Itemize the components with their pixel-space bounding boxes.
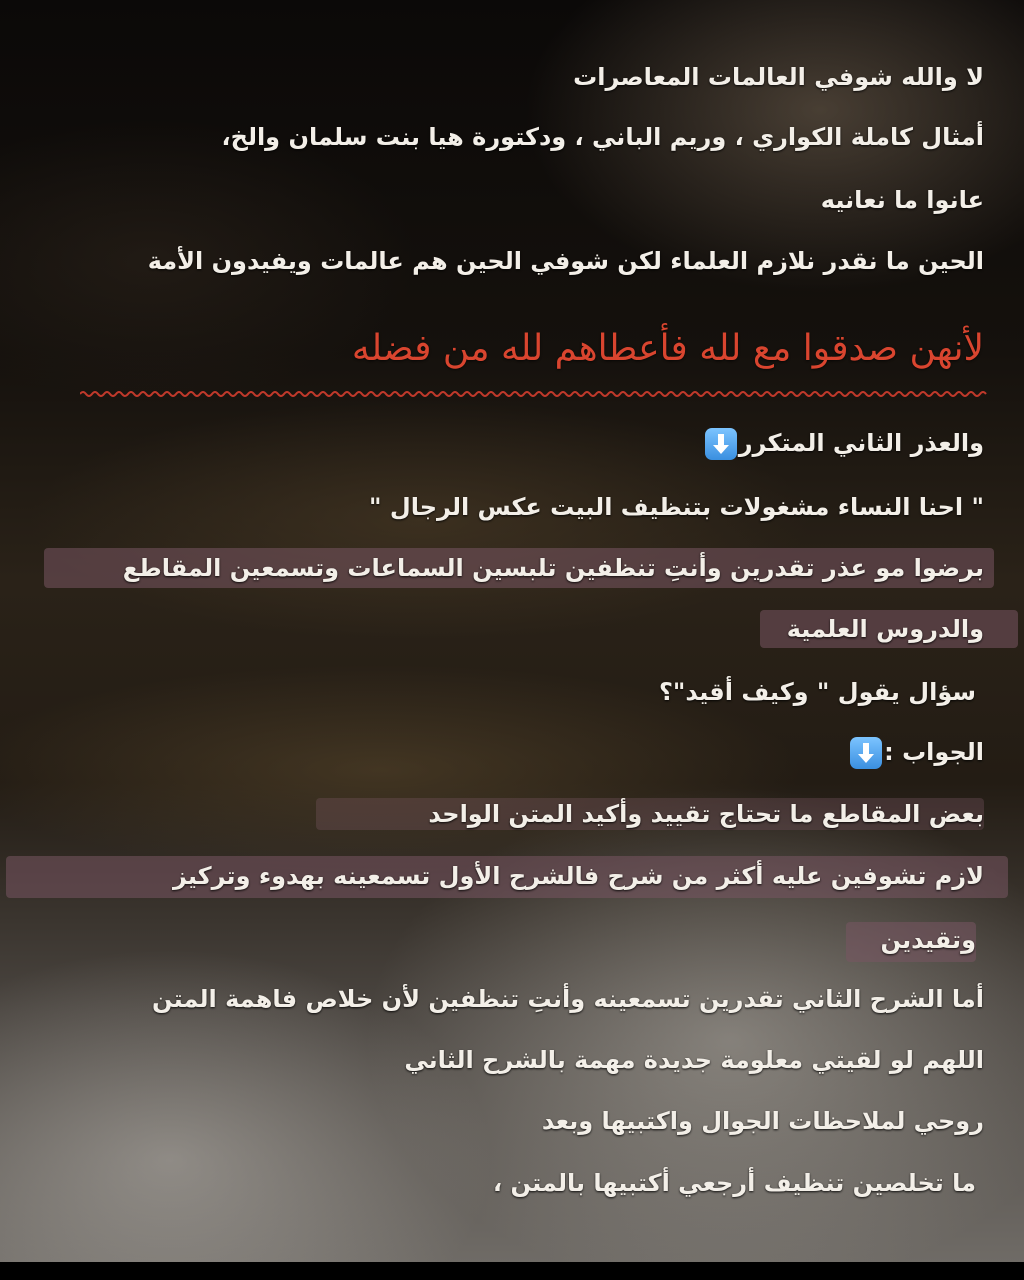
- text-line: لازم تشوفين عليه أكثر من شرح فالشرح الأول تسمعينه بهدوء وتركيز: [172, 862, 984, 890]
- text-line: " احنا النساء مشغولات بتنظيف البيت عكس الرجال ": [369, 493, 984, 521]
- text-line: أمثال كاملة الكواري ، وريم الباني ، ودكتورة هيا بنت سلمان والخ،: [221, 123, 984, 151]
- text-line: روحي لملاحظات الجوال واكتبيها وبعد: [541, 1107, 984, 1135]
- text-line: برضوا مو عذر تقدرين وأنتِ تنظفين تلبسين السماعات وتسمعين المقاطع: [122, 554, 984, 582]
- text-line: سؤال يقول " وكيف أقيد"؟: [658, 678, 976, 706]
- text-line: لا والله شوفي العالمات المعاصرات: [573, 63, 984, 91]
- down-arrow-emoji-icon: [705, 428, 737, 460]
- down-arrow-emoji-icon: [850, 737, 882, 769]
- text-line: والدروس العلمية: [786, 615, 984, 643]
- text-line: أما الشرح الثاني تقدرين تسمعينه وأنتِ تنظفين لأن خلاص فاهمة المتن: [152, 985, 984, 1013]
- text-line: [848, 735, 984, 769]
- text-line: عانوا ما نعانيه: [820, 186, 984, 214]
- heading-red: لأنهن صدقوا مع لله فأعطاهم لله من فضله: [351, 328, 984, 369]
- text-fragment: والعذر الثاني المتكرر: [738, 429, 984, 457]
- wavy-underline: [80, 390, 988, 398]
- text-line: بعض المقاطع ما تحتاج تقييد وأكيد المتن الواحد: [428, 800, 984, 828]
- text-line: ما تخلصين تنظيف أرجعي أكتبيها بالمتن ،: [493, 1169, 976, 1197]
- text-line: وتقيدين: [880, 926, 976, 954]
- text-fragment: الجواب :: [884, 738, 984, 766]
- text-line: [703, 426, 984, 460]
- bottom-bar: [0, 1262, 1024, 1280]
- text-line: اللهم لو لقيتي معلومة جديدة مهمة بالشرح الثاني: [404, 1046, 984, 1074]
- text-line: الحين ما نقدر نلازم العلماء لكن شوفي الحين هم عالمات ويفيدون الأمة: [147, 247, 984, 275]
